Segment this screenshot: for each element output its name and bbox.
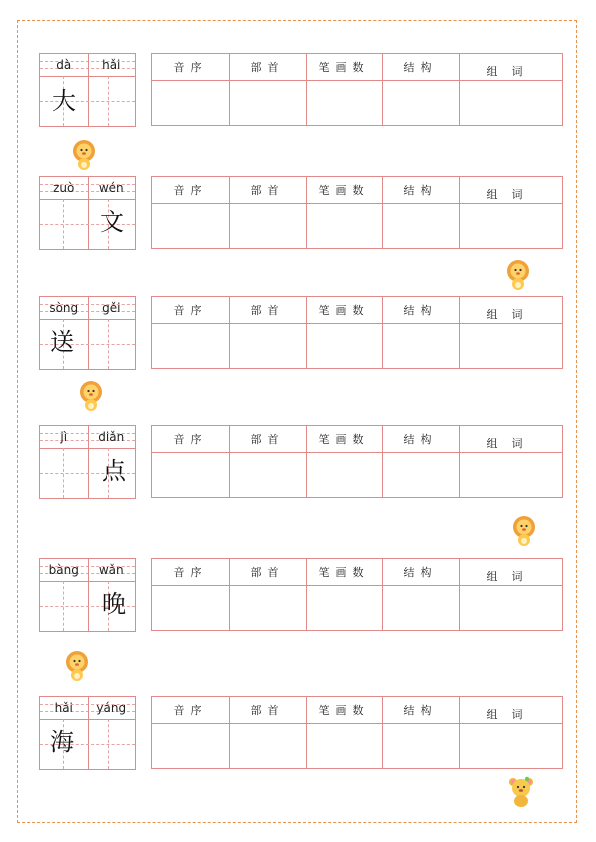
tianzige-box <box>39 53 136 127</box>
answer-cell-2[interactable] <box>229 324 306 368</box>
bear-icon <box>507 776 535 808</box>
table-header-label: 音序 <box>173 61 208 74</box>
answer-cell-2[interactable] <box>229 724 306 768</box>
answer-cell-2[interactable] <box>229 204 306 248</box>
pinyin-label: jì <box>60 430 68 444</box>
table-header-label: 组词 <box>486 65 537 78</box>
answer-cell-4[interactable] <box>382 324 459 368</box>
table-header-label: 部首 <box>250 704 285 717</box>
answer-cell-5[interactable] <box>459 586 564 630</box>
grid-guide <box>63 581 64 631</box>
answer-cell-1[interactable] <box>152 204 229 248</box>
character-info-table <box>151 53 563 126</box>
tianzige-box <box>39 296 136 370</box>
answer-cell-1[interactable] <box>152 586 229 630</box>
pinyin-label: sòng <box>49 301 79 315</box>
answer-cell-5[interactable] <box>459 324 564 368</box>
table-header-label: 部首 <box>250 566 285 579</box>
table-header-label: 笔画数 <box>318 704 370 717</box>
answer-cell-1[interactable] <box>152 81 229 125</box>
hanzi-character: 送 <box>50 328 74 356</box>
pinyin-label: hǎi <box>102 58 121 72</box>
lion-icon <box>77 380 105 412</box>
hanzi-character: 海 <box>50 728 74 756</box>
table-header-label: 组词 <box>486 708 537 721</box>
grid-guide <box>63 199 64 249</box>
answer-cell-5[interactable] <box>459 453 564 497</box>
table-header-label: 音序 <box>173 566 208 579</box>
answer-cell-5[interactable] <box>459 204 564 248</box>
pinyin-label: wén <box>98 181 124 195</box>
answer-cell-1[interactable] <box>152 324 229 368</box>
table-header-label: 结构 <box>403 566 438 579</box>
table-header-label: 结构 <box>403 304 438 317</box>
answer-cell-3[interactable] <box>306 724 382 768</box>
answer-cell-3[interactable] <box>306 586 382 630</box>
table-header-label: 笔画数 <box>318 566 370 579</box>
answer-cell-2[interactable] <box>229 586 306 630</box>
pinyin-label: yáng <box>96 701 127 715</box>
grid-guide <box>108 76 109 126</box>
lion-icon <box>510 515 538 547</box>
character-info-table <box>151 558 563 631</box>
answer-cell-3[interactable] <box>306 453 382 497</box>
answer-cell-5[interactable] <box>459 724 564 768</box>
lion-icon <box>504 259 532 291</box>
tianzige-box <box>39 425 136 499</box>
tianzige-box <box>39 558 136 632</box>
grid-guide <box>63 448 64 498</box>
tianzige-box <box>39 696 136 770</box>
tianzige-box <box>39 176 136 250</box>
table-header-label: 部首 <box>250 184 285 197</box>
table-header-label: 组词 <box>486 437 537 450</box>
table-header-label: 组词 <box>486 570 537 583</box>
hanzi-character: 文 <box>100 208 124 236</box>
pinyin-label: wǎn <box>98 563 124 577</box>
answer-cell-3[interactable] <box>306 204 382 248</box>
pinyin-label: diǎn <box>98 430 125 444</box>
answer-cell-4[interactable] <box>382 81 459 125</box>
answer-cell-4[interactable] <box>382 204 459 248</box>
table-header-label: 笔画数 <box>318 433 370 446</box>
answer-cell-4[interactable] <box>382 586 459 630</box>
table-header-label: 部首 <box>250 61 285 74</box>
table-header-label: 组词 <box>486 308 537 321</box>
answer-cell-2[interactable] <box>229 453 306 497</box>
character-info-table <box>151 176 563 249</box>
table-header-label: 部首 <box>250 433 285 446</box>
answer-cell-1[interactable] <box>152 453 229 497</box>
table-header-label: 音序 <box>173 304 208 317</box>
lion-icon <box>70 139 98 171</box>
pinyin-label: hǎi <box>54 701 73 715</box>
answer-cell-4[interactable] <box>382 453 459 497</box>
table-header-label: 结构 <box>403 433 438 446</box>
table-header-label: 音序 <box>173 184 208 197</box>
hanzi-character: 晚 <box>102 590 126 618</box>
lion-icon <box>63 650 91 682</box>
pinyin-label: gěi <box>102 301 121 315</box>
character-info-table <box>151 296 563 369</box>
answer-cell-3[interactable] <box>306 324 382 368</box>
answer-cell-2[interactable] <box>229 81 306 125</box>
table-header-label: 音序 <box>173 433 208 446</box>
answer-cell-1[interactable] <box>152 724 229 768</box>
table-header-label: 组词 <box>486 188 537 201</box>
table-header-label: 笔画数 <box>318 304 370 317</box>
character-info-table <box>151 696 563 769</box>
pinyin-label: zuò <box>53 181 75 195</box>
grid-guide <box>108 319 109 369</box>
table-header-label: 结构 <box>403 61 438 74</box>
table-header-label: 笔画数 <box>318 61 370 74</box>
hanzi-character: 大 <box>52 87 76 115</box>
table-header-label: 音序 <box>173 704 208 717</box>
answer-cell-5[interactable] <box>459 81 564 125</box>
table-header-label: 部首 <box>250 304 285 317</box>
grid-guide <box>108 719 109 769</box>
pinyin-label: dà <box>56 58 72 72</box>
pinyin-label: bàng <box>48 563 79 577</box>
table-header-label: 笔画数 <box>318 184 370 197</box>
character-info-table <box>151 425 563 498</box>
table-header-label: 结构 <box>403 704 438 717</box>
hanzi-character: 点 <box>102 457 126 485</box>
table-header-label: 结构 <box>403 184 438 197</box>
answer-cell-4[interactable] <box>382 724 459 768</box>
answer-cell-3[interactable] <box>306 81 382 125</box>
